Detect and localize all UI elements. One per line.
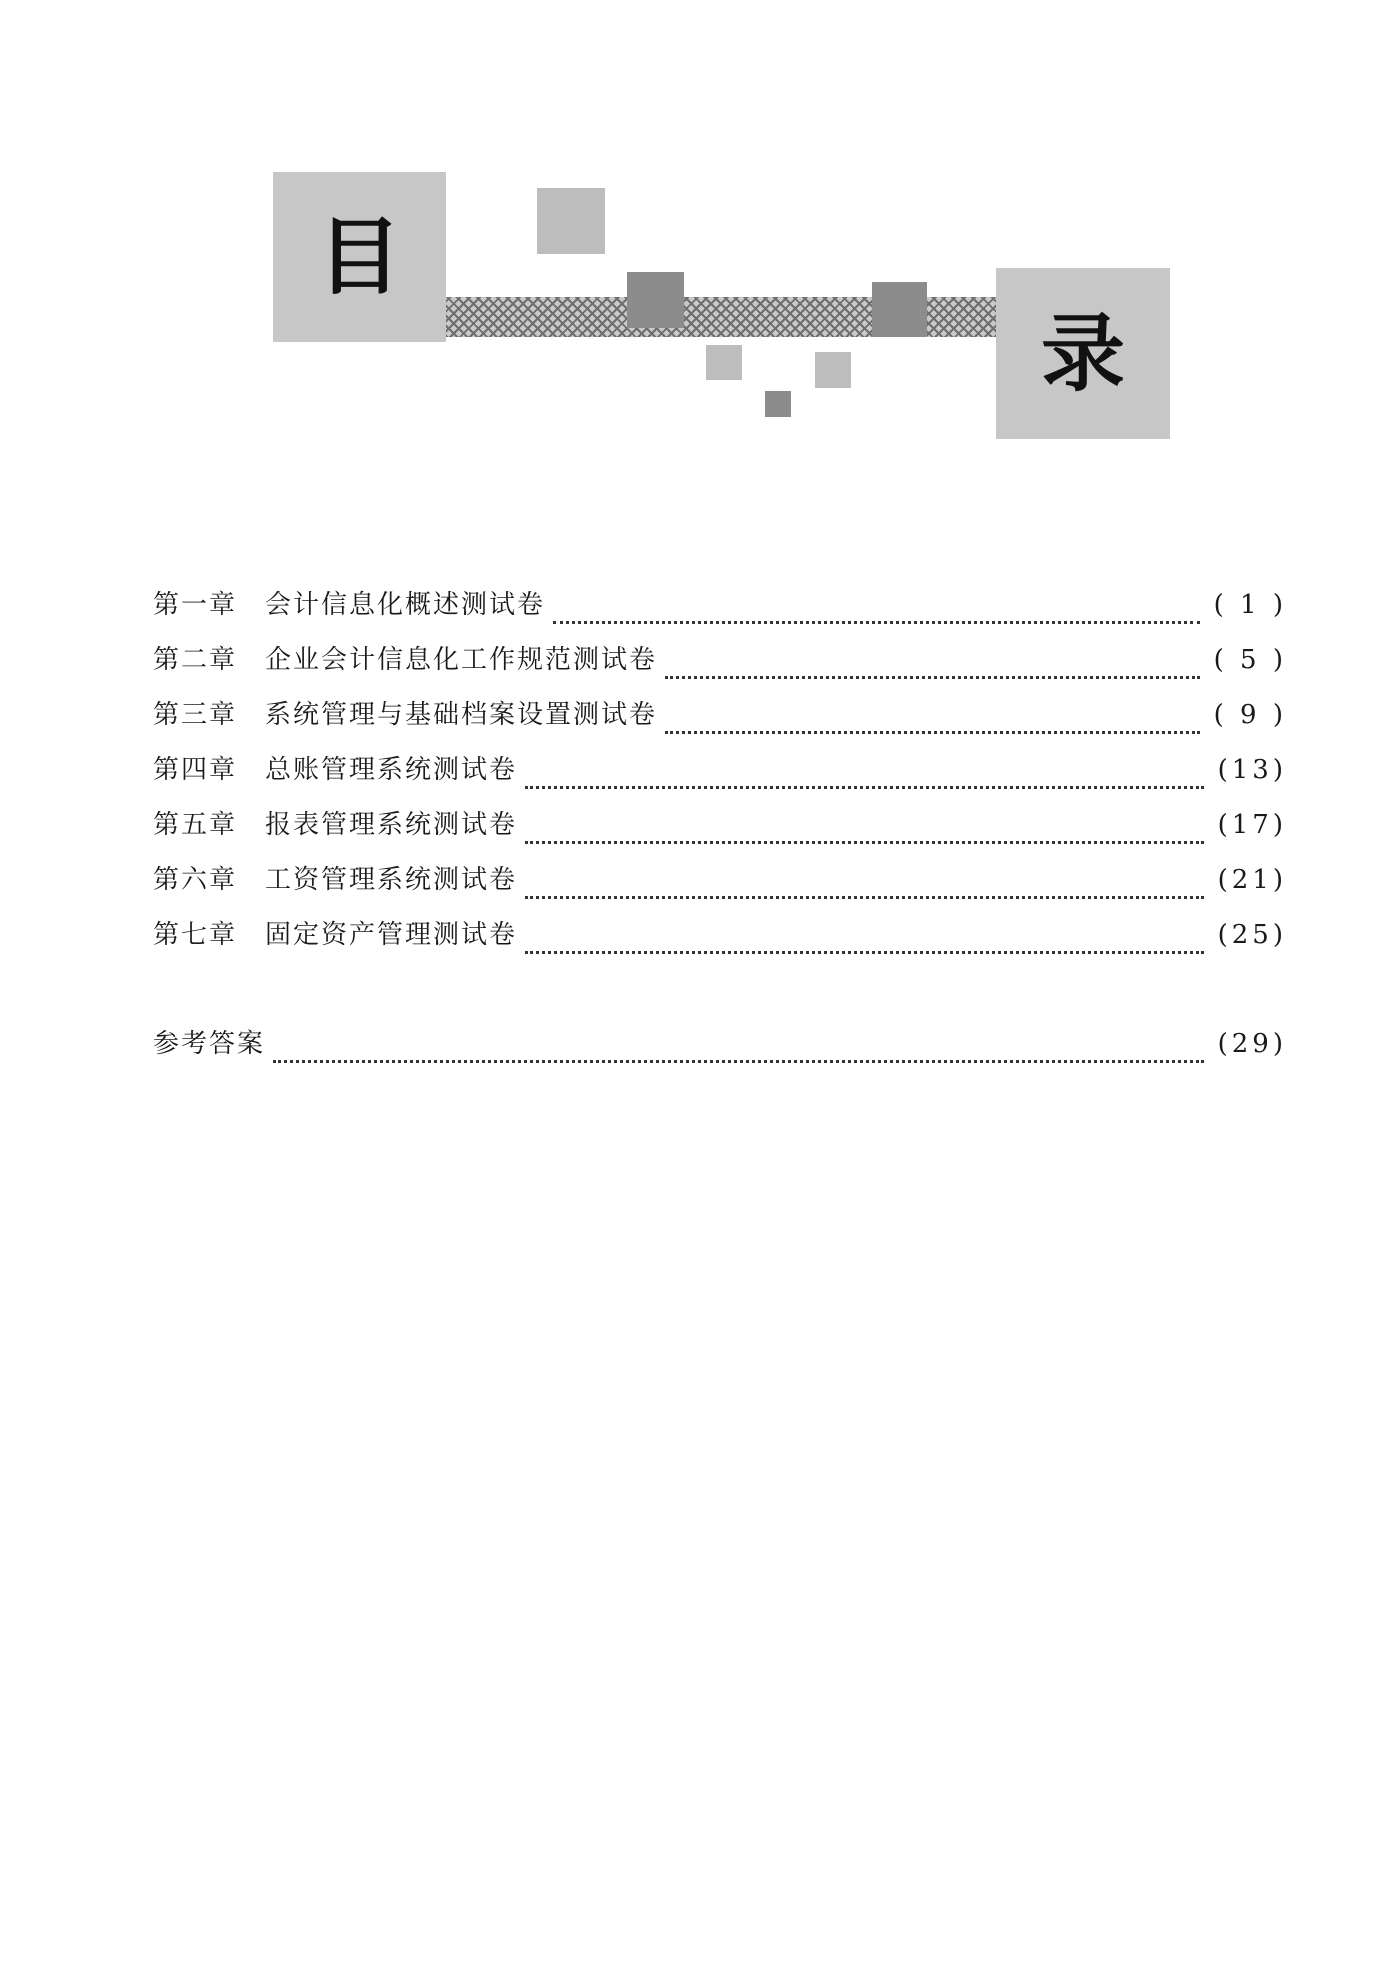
dot-leader <box>525 951 1204 954</box>
chapter-number: 第一章 <box>153 590 238 620</box>
decor-square <box>765 391 791 417</box>
page-number: (29) <box>1217 1029 1287 1059</box>
chapter-title: 固定资产管理测试卷 <box>265 920 518 950</box>
toc-entry[interactable] <box>153 578 1287 633</box>
dot-leader <box>525 896 1204 899</box>
decor-square <box>627 272 684 328</box>
dot-leader <box>665 731 1200 734</box>
decor-square <box>537 188 605 254</box>
page-number: (13) <box>1217 755 1287 785</box>
title-box-left <box>273 172 446 342</box>
dot-leader <box>525 786 1204 789</box>
title-char-left: 目 <box>317 208 402 306</box>
chapter-number: 第二章 <box>153 645 238 675</box>
chapter-title: 总账管理系统测试卷 <box>265 755 518 785</box>
toc-entry[interactable] <box>153 798 1287 853</box>
title-char-right: 录 <box>1040 304 1125 403</box>
toc-entry[interactable] <box>153 743 1287 798</box>
dot-leader <box>525 841 1204 844</box>
chapter-number: 第六章 <box>153 865 238 895</box>
toc-entry[interactable] <box>153 633 1287 688</box>
chapter-title: 企业会计信息化工作规范测试卷 <box>265 645 658 675</box>
appendix-title: 参考答案 <box>153 1029 266 1059</box>
chapter-number: 第三章 <box>153 700 238 730</box>
title-box-right <box>996 268 1170 439</box>
page-number: (17) <box>1217 810 1287 840</box>
chapter-title: 工资管理系统测试卷 <box>265 865 518 895</box>
chapter-title: 系统管理与基础档案设置测试卷 <box>265 700 658 730</box>
chapter-title: 报表管理系统测试卷 <box>265 810 518 840</box>
page-number: (21) <box>1217 865 1287 895</box>
chapter-number: 第五章 <box>153 810 238 840</box>
page-number: ( 5 ) <box>1213 645 1287 675</box>
decor-square <box>872 282 927 337</box>
dot-leader <box>553 621 1200 624</box>
dot-leader <box>665 676 1200 679</box>
chapter-title: 会计信息化概述测试卷 <box>265 590 546 620</box>
decor-square <box>706 345 742 380</box>
toc-header-graphic <box>0 0 1398 460</box>
page-number: (25) <box>1217 920 1287 950</box>
toc-entry[interactable] <box>153 908 1287 963</box>
page-number: ( 9 ) <box>1213 700 1287 730</box>
toc-entry[interactable] <box>153 688 1287 743</box>
chapter-number: 第七章 <box>153 920 238 950</box>
toc-entry-appendix[interactable] <box>153 1017 1287 1072</box>
chapter-number: 第四章 <box>153 755 238 785</box>
dot-leader <box>273 1060 1204 1063</box>
table-of-contents <box>153 578 1287 1072</box>
decor-square <box>815 352 851 388</box>
page-number: ( 1 ) <box>1213 590 1287 620</box>
toc-entry[interactable] <box>153 853 1287 908</box>
